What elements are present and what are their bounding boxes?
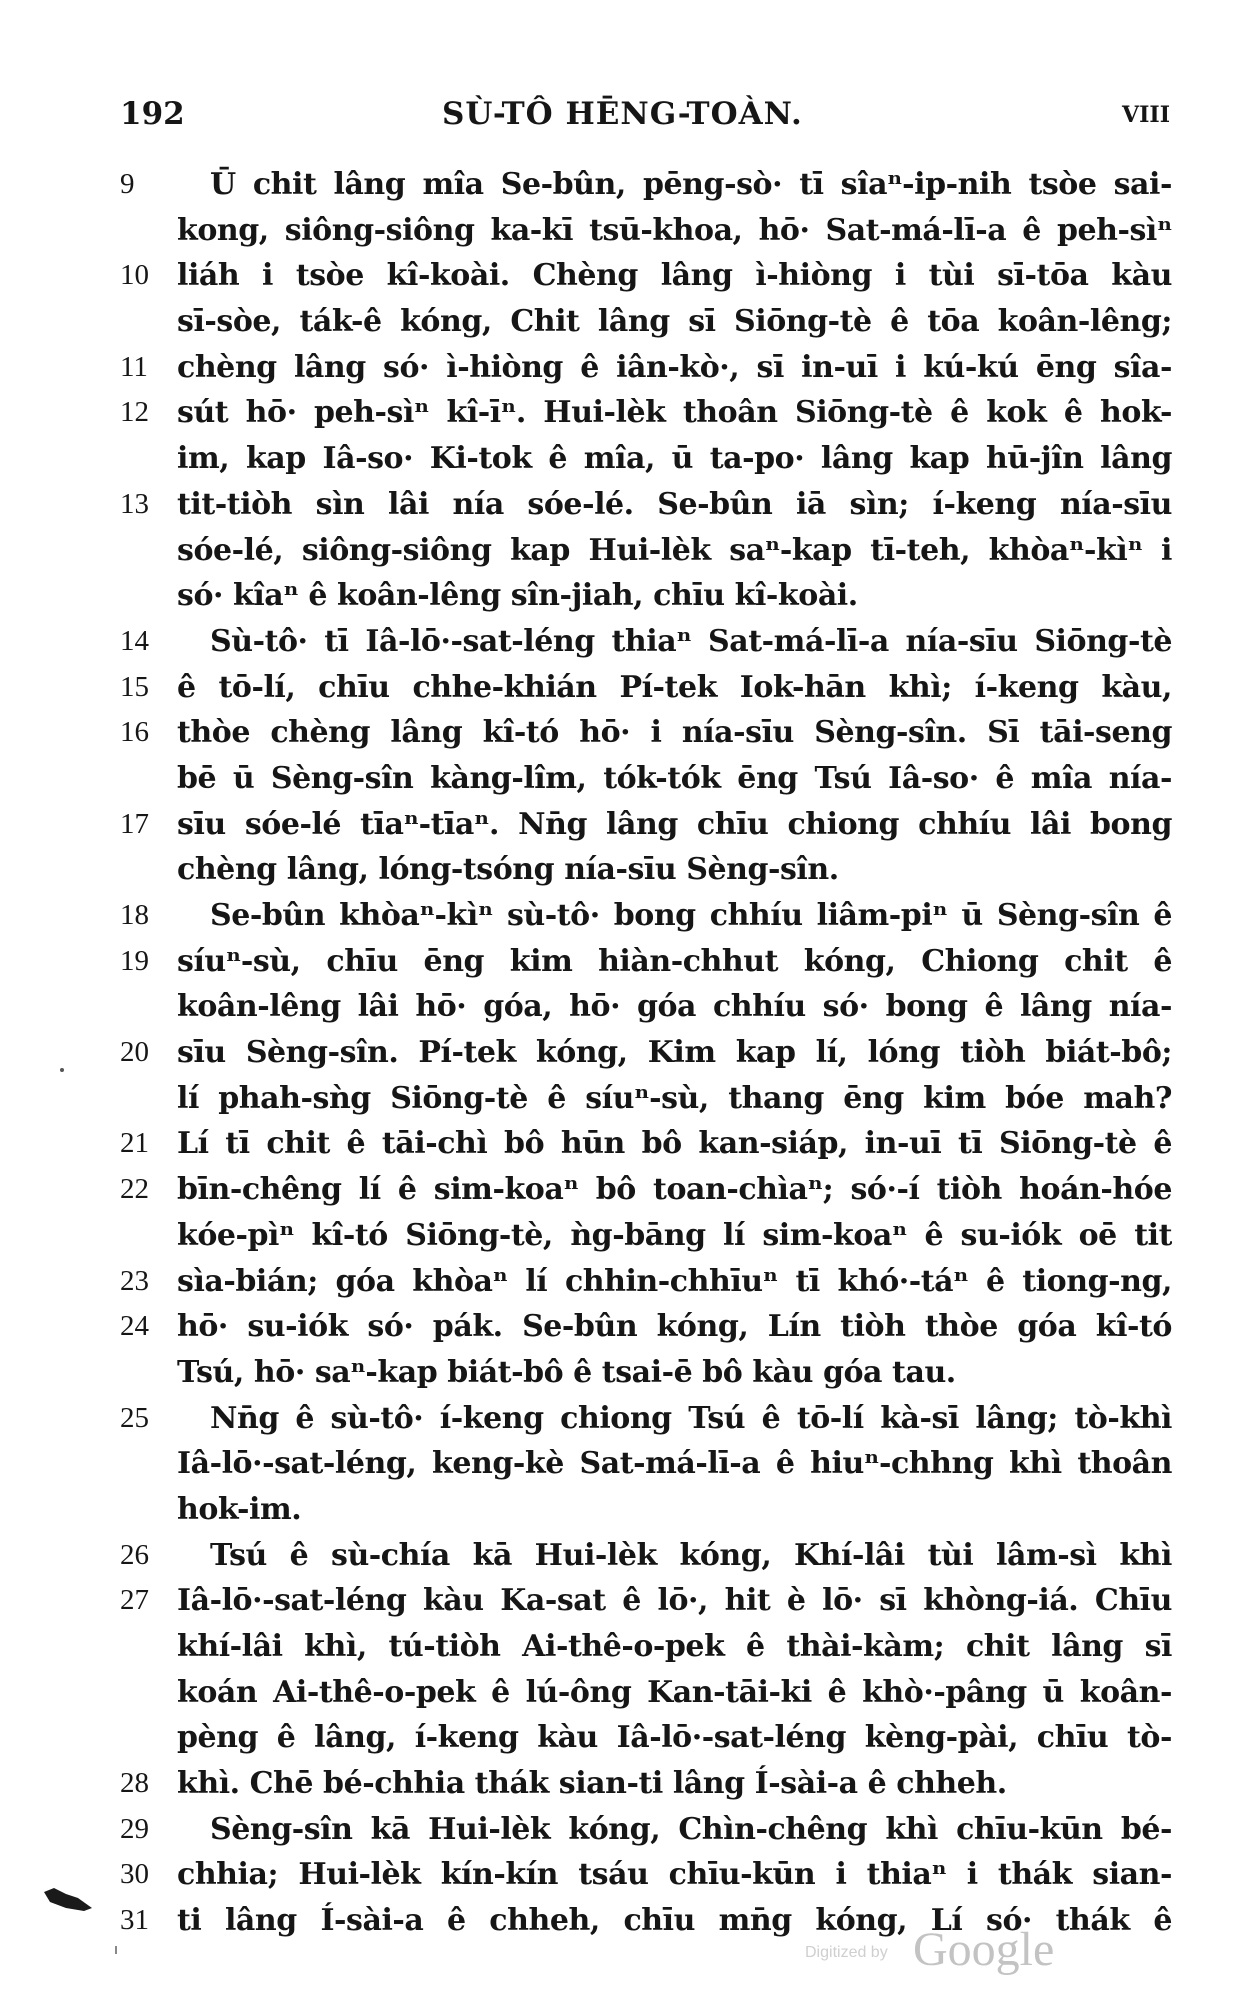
text-line [120, 710, 1172, 756]
verse-text: Sù-tô· tī Iâ-lō·-sat-léng thiaⁿ Sat-má-lī-a nía-sīu Siōng-tè [210, 623, 1172, 659]
verse-text: Lí tī chit ê tāi-chì bô hūn bô kan-siáp, in-uī tī Siōng-tè ê [177, 1126, 1172, 1162]
verse-number: 10 [120, 259, 149, 292]
text-line [120, 1533, 1172, 1579]
verse-text: tit-tiòh sìn lâi nía sóe-lé. Se-bûn iā sìn; í-keng nía-sīu [177, 486, 1172, 522]
verse-number: 20 [120, 1036, 149, 1069]
verse-text: síuⁿ-sù, chīu ēng kim hiàn-chhut kóng, Chiong chit ê [177, 943, 1172, 979]
text-line [120, 390, 1172, 436]
text-line [120, 1487, 1172, 1533]
verse-text: Nn̄g ê sù-tô· í-keng chiong Tsú ê tō-lí kà-sī lâng; tò-khì [210, 1400, 1172, 1436]
text-line [120, 619, 1172, 665]
text-line [120, 436, 1172, 482]
text-line [120, 1852, 1172, 1898]
verse-number: 28 [120, 1767, 149, 1800]
text-line [120, 847, 1172, 893]
text-line [120, 1259, 1172, 1305]
verse-text: hō· su-iók só· pák. Se-bûn kóng, Lín tiòh thòe góa kî-tó [177, 1309, 1172, 1345]
digitized-watermark [805, 1922, 1105, 1976]
text-line [120, 1761, 1172, 1807]
verse-text: só· kîaⁿ ê koân-lêng sîn-jiah, chīu kî-koài. [177, 578, 858, 614]
verse-number: 31 [120, 1904, 149, 1937]
text-line [120, 1167, 1172, 1213]
verse-text: thòe chèng lâng kî-tó hō· i nía-sīu Sèng-sîn. Sī tāi-seng [177, 715, 1172, 751]
verse-text: ê tō-lí, chīu chhe-khián Pí-tek Iok-hān khì; í-keng kàu, [177, 669, 1172, 705]
verse-text: ti lâng Í-sài-a ê chheh, chīu mn̄g kóng, Lí só· thák ê [177, 1903, 1172, 1939]
verse-text: chèng lâng, lóng-tsóng nía-sīu Sèng-sîn. [177, 852, 839, 888]
text-line [120, 1304, 1172, 1350]
verse-text: sīu Sèng-sîn. Pí-tek kóng, Kim kap lí, lóng tiòh biát-bô; [177, 1035, 1172, 1071]
verse-text: koân-lêng lâi hō· góa, hō· góa chhíu só· bong ê lâng nía- [177, 989, 1172, 1025]
text-line [120, 1396, 1172, 1442]
text-line [120, 299, 1172, 345]
verse-text: lí phah-sǹg Siōng-tè ê síuⁿ-sù, thang ēng kim bóe mah? [177, 1080, 1172, 1116]
text-line [120, 1030, 1172, 1076]
verse-text: Iâ-lō·-sat-léng kàu Ka-sat ê lō·, hit è lō· sī khòng-iá. Chīu [177, 1583, 1172, 1619]
text-line [120, 482, 1172, 528]
text-line [120, 573, 1172, 619]
verse-text: sī-sòe, ták-ê kóng, Chit lâng sī Siōng-tè ê tōa koân-lêng; [177, 304, 1172, 340]
verse-text: chhia; Hui-lèk kín-kín tsáu chīu-kūn i thiaⁿ i thák sian- [177, 1857, 1172, 1893]
verse-text: Tsú ê sù-chía kā Hui-lèk kóng, Khí-lâi tùi lâm-sì khì [210, 1537, 1172, 1573]
text-line [120, 528, 1172, 574]
verse-text: im, kap Iâ-so· Ki-tok ê mîa, ū ta-po· lâng kap hū-jîn lâng [177, 441, 1172, 477]
page-number: 192 [120, 96, 185, 132]
verse-number: 24 [120, 1310, 149, 1343]
verse-number: 11 [120, 350, 148, 383]
verse-text: Tsú, hō· saⁿ-kap biát-bô ê tsai-ē bô kàu góa tau. [177, 1354, 956, 1390]
verse-number: 13 [120, 487, 149, 520]
page-body-text [120, 162, 1172, 1944]
verse-number: 22 [120, 1173, 149, 1206]
text-line [120, 1213, 1172, 1259]
verse-text: Sèng-sîn kā Hui-lèk kóng, Chìn-chêng khì chīu-kūn bé- [210, 1811, 1172, 1847]
verse-text: Ū chit lâng mîa Se-bûn, pēng-sò· tī sîaⁿ-ip-nih tsòe sai- [210, 167, 1172, 202]
ink-tick [115, 1946, 117, 1954]
verse-text: khí-lâi khì, tú-tiòh Ai-thê-o-pek ê thài-kàm; chit lâng sī [177, 1629, 1172, 1664]
verse-text: sút hō· peh-sìⁿ kî-īⁿ. Hui-lèk thoân Siōng-tè ê kok ê hok- [177, 395, 1172, 431]
verse-number: 9 [120, 168, 135, 200]
text-line [120, 802, 1172, 848]
verse-number: 14 [120, 624, 149, 657]
text-line [120, 665, 1172, 711]
verse-number: 29 [120, 1812, 149, 1845]
verse-text: pèng ê lâng, í-keng kàu Iâ-lō·-sat-léng kèng-pài, chīu tò- [177, 1720, 1172, 1756]
verse-number: 18 [120, 899, 149, 931]
verse-text: bē ū Sèng-sîn kàng-lîm, tók-tók ēng Tsú Iâ-so· ê mîa nía- [177, 760, 1172, 796]
text-line [120, 939, 1172, 985]
verse-number: 26 [120, 1538, 149, 1571]
text-line [120, 893, 1172, 939]
verse-text: chèng lâng só· ì-hiòng ê iân-kò·, sī in-uī i kú-kú ēng sîa- [177, 349, 1172, 385]
text-line [120, 1350, 1172, 1396]
verse-text: sóe-lé, siông-siông kap Hui-lèk saⁿ-kap tī-teh, khòaⁿ-kìⁿ i [177, 532, 1172, 568]
verse-text: Iâ-lō·-sat-léng, keng-kè Sat-má-lī-a ê hiuⁿ-chhng khì thoân [177, 1446, 1172, 1482]
verse-text: sìa-bián; góa khòaⁿ lí chhin-chhīuⁿ tī khó·-táⁿ ê tiong-ng, [177, 1263, 1172, 1299]
text-line [120, 1807, 1172, 1853]
verse-number: 23 [120, 1264, 149, 1297]
running-title: SÙ-TÔ HĒNG-TOÀN. [442, 96, 803, 132]
verse-text: koán Ai-thê-o-pek ê lú-ông Kan-tāi-ki ê khò·-pâng ū koân- [177, 1674, 1172, 1710]
verse-text: bīn-chêng lí ê sim-koaⁿ bô toan-chìaⁿ; só·-í tiòh hoán-hóe [177, 1172, 1172, 1208]
verse-text: sīu sóe-lé tīaⁿ-tīaⁿ. Nn̄g lâng chīu chiong chhíu lâi bong [177, 806, 1172, 842]
verse-text: hok-im. [177, 1491, 302, 1527]
verse-number: 25 [120, 1401, 149, 1434]
google-logo: Google [913, 1923, 1055, 1976]
verse-number: 19 [120, 944, 149, 977]
text-line [120, 984, 1172, 1030]
text-line [120, 756, 1172, 802]
text-line [120, 162, 1172, 208]
text-line [120, 1624, 1172, 1670]
verse-number: 16 [120, 716, 149, 749]
verse-text: liáh i tsòe kî-koài. Chèng lâng ì-hiòng i tùi sī-tōa kàu [177, 258, 1172, 294]
verse-text: kóe-pìⁿ kî-tó Siōng-tè, ǹg-bāng lí sim-koaⁿ ê su-iók oē tit [177, 1217, 1172, 1253]
page-header [120, 96, 1170, 142]
text-line [120, 1076, 1172, 1122]
verse-text: khì. Chē bé-chhia thák sian-ti lâng Í-sài-a ê chheh. [177, 1766, 1007, 1802]
ink-speck [60, 1068, 64, 1072]
text-line [120, 345, 1172, 391]
verse-number: 21 [120, 1127, 149, 1160]
text-line [120, 1715, 1172, 1761]
verse-text: Se-bûn khòaⁿ-kìⁿ sù-tô· bong chhíu liâm-piⁿ ū Sèng-sîn ê [210, 898, 1172, 933]
verse-number: 30 [120, 1858, 149, 1891]
text-line [120, 253, 1172, 299]
text-line [120, 1121, 1172, 1167]
verse-number: 17 [120, 807, 149, 840]
verse-number: 12 [120, 396, 149, 429]
verse-number: 15 [120, 670, 149, 703]
verse-number: 27 [120, 1584, 149, 1617]
verse-text: kong, siông-siông ka-kī tsū-khoa, hō· Sat-má-lī-a ê peh-sìⁿ [177, 212, 1172, 248]
pointing-hand-icon [44, 1886, 94, 1914]
text-line [120, 208, 1172, 254]
text-line [120, 1578, 1172, 1624]
text-line [120, 1670, 1172, 1716]
text-line [120, 1441, 1172, 1487]
watermark-small-text: Digitized by [805, 1944, 888, 1961]
chapter-number: VIII [1122, 102, 1170, 128]
